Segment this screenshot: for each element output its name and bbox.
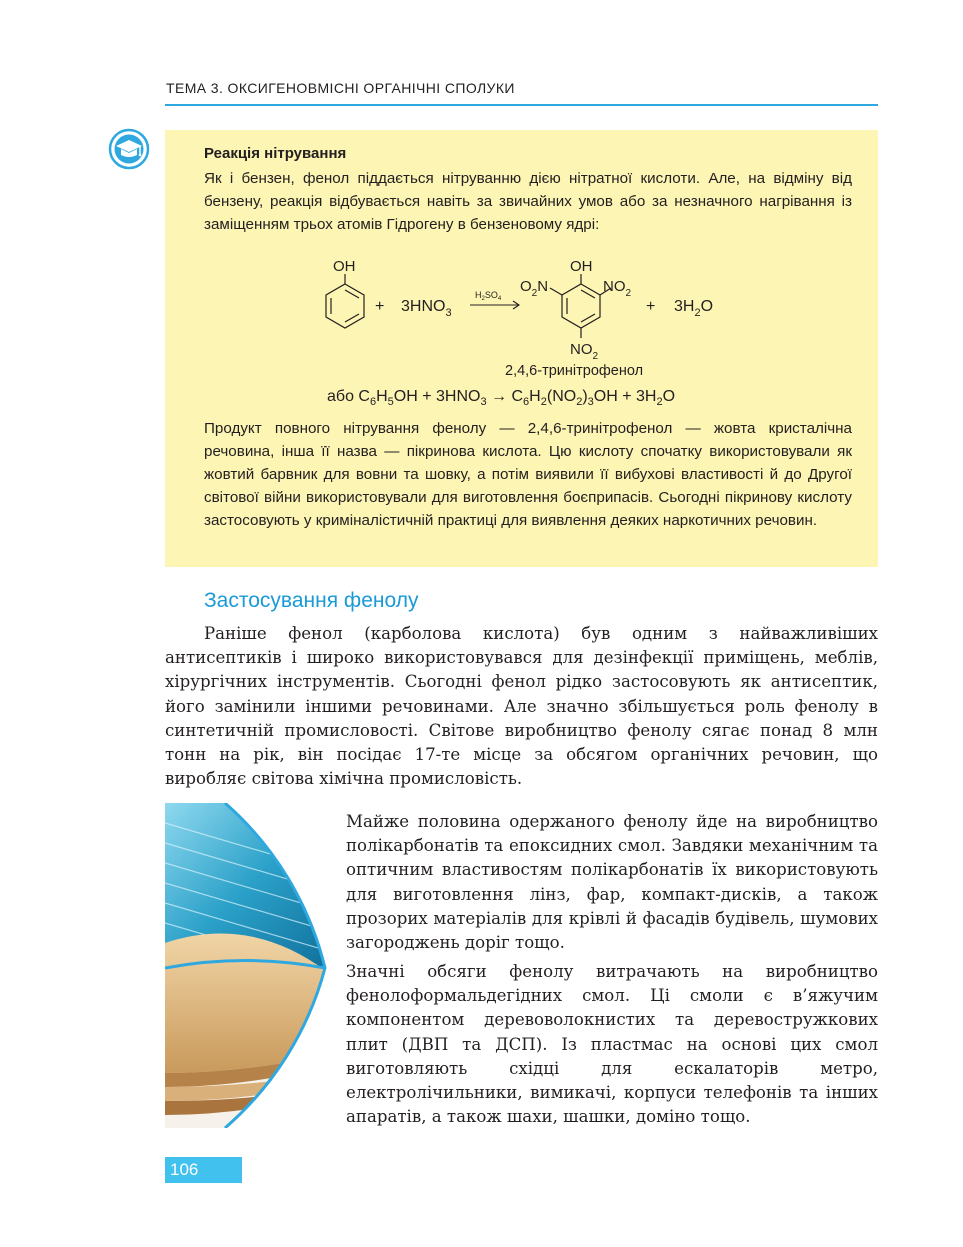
molecular-equation: або $C_6H_5OH + 3HNO_3 \to C_6H_2(NO_2)_3OH + 3H_2O$ <box>327 388 676 409</box>
svg-text:O2N: $O_2N$ <box>520 278 549 299</box>
reaction-arrow <box>470 301 519 309</box>
box-intro-paragraph: Як і бензен, фенол піддається нітруванню дією нітратної кислоти. Але, на відміну від бензену, реакція відбувається навіть за звичайних умов або за незначного нагрівання із заміщенням трьох атомів Гідрогену в бензеновому ядрі: <box>204 170 852 233</box>
svg-text:NO2: $NO_2$ <box>570 341 599 362</box>
trinitrophenol-ring <box>550 274 611 338</box>
reagent-label: 3HNO <box>401 298 446 315</box>
reagent-subscript: 3 <box>445 307 452 319</box>
page-number: 106 <box>170 1160 199 1179</box>
svg-text:H2SO4: $H_2SO_4$ <box>475 290 502 302</box>
box-conclusion-paragraph: Продукт повного нітрування фенолу — 2,4,6-тринітрофенол — жовта кристалічна речовина, інша її назва — пікринова кислота. Цю кислоту спочатку використовували як жовтий барвник для вовни та шовку, а потім виявили її вибухові властивості й до Другої світової війни використовували для виготовлення боєприпасів. Сьогодні пікринову кислоту застосовують у криміналістичній практиці для виявлення деяких наркотичних речовин. <box>204 420 852 529</box>
header-rule <box>165 104 878 106</box>
phenol-oh-label: OH <box>333 258 356 275</box>
water-label: 3H <box>674 298 695 315</box>
plus-sign-1: + <box>375 298 385 315</box>
running-header: ТЕМА 3. ОКСИГЕНОВМІСНІ ОРГАНІЧНІ СПОЛУКИ <box>166 80 515 96</box>
plus-sign-2: + <box>646 298 656 315</box>
body-paragraph-2: Майже половина одержаного фенолу йде на виробництво полікарбонатів та епоксидних смол. Завдяки механічним та оптичним властивостям полікарбонатів їх використовують для виготовлення лінз, фар, компакт-дисків, а також прозорих матеріалів для крівлі й фасадів будівель, шумових загороджень доріг тощо. <box>346 812 878 953</box>
svg-text:3HNO3 <box>401 298 452 319</box>
materials-photo <box>165 803 335 1128</box>
product-name: 2,4,6-тринітрофенол <box>505 363 644 379</box>
body-paragraph-3: Значні обсяги фенолу витрачають на виробництво фенолоформальдегідних смол. Ці смоли є в’яжучим компонентом деревоволокнистих та деревостружкових плит (ДВП та ДСП). Із пластмас на основі цих смол виготовляють східці для ескалаторів метро, електролічильники, вимикачі, корпуси телефонів та інших апаратів, а також шахи, шашки, доміно тощо. <box>346 962 878 1127</box>
section-heading: Застосування фенолу <box>204 589 419 612</box>
svg-text:3H2O: $3H_2O$ <box>674 298 714 319</box>
svg-text:NO2: $NO_2$ <box>603 278 632 299</box>
product-oh-label: OH <box>570 258 593 275</box>
body-paragraph-1: Раніше фенол (карболова кислота) був одним з найважливіших антисептиків і широко використовувався для дезінфекції приміщень, меблів, хірургічних інструментів. Сьогодні фенол рідко застосовують як антисептик, його замінили іншими речовинами. Але значно збільшується роль фенолу в синтетичній промисловості. Світове виробництво фенолу сягає понад 8 млн тонн на рік, він посідає 17-те місце за обсягом органічних речовин, що виробляє світова хімічна промисловість. <box>165 624 878 789</box>
phenol-ring <box>326 274 364 328</box>
box-title: Реакція нітрування <box>204 145 347 162</box>
graduation-cap-icon <box>108 128 150 170</box>
